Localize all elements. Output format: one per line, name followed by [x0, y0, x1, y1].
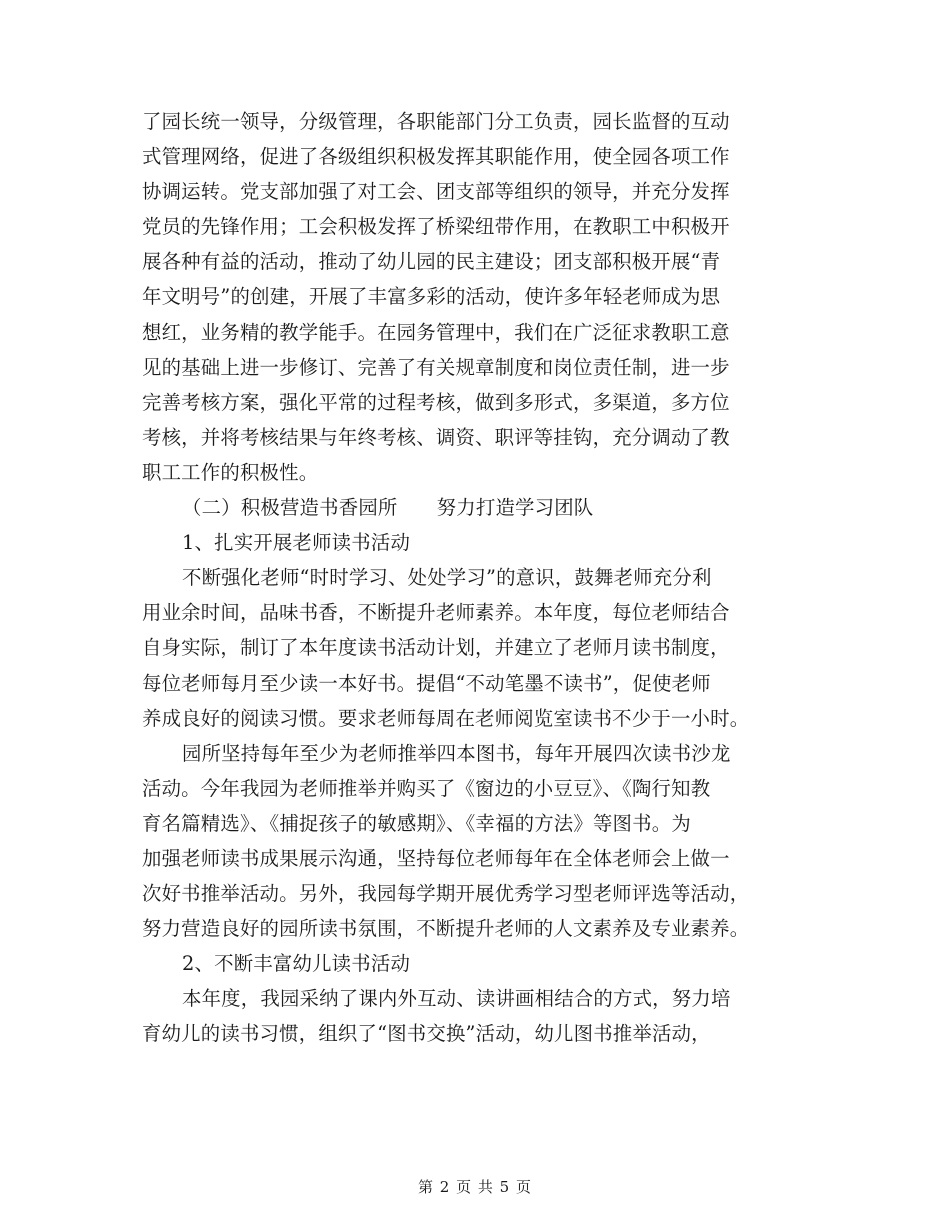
- text-line: 育幼儿的读书习惯，组织了“图书交换”活动，幼儿图书推举活动，: [142, 1022, 711, 1046]
- text-line: 育名篇精选》、《捕捉孩子的敏感期》、《幸福的方法》等图书。为: [142, 811, 691, 835]
- text-line: 见的基础上进一步修订、完善了有关规章制度和岗位责任制，进一步: [142, 355, 730, 379]
- section-heading: （二）积极营造书香园所 努力打造学习团队: [182, 496, 594, 520]
- subsection-heading: 1、扎实开展老师读书活动: [182, 531, 411, 555]
- text-line: 次好书推举活动。另外，我园每学期开展优秀学习型老师评选等活动，: [142, 882, 750, 906]
- text-line: 活动。今年我园为老师推举并购买了《窗边的小豆豆》、《陶行知教: [142, 776, 711, 800]
- text-line: 努力营造良好的园所读书氛围，不断提升老师的人文素养及专业素养。: [142, 917, 750, 941]
- text-line: 协调运转。党支部加强了对工会、团支部等组织的领导，并充分发挥: [142, 180, 730, 204]
- text-line: 本年度，我园采纳了课内外互动、读讲画相结合的方式，努力培: [182, 987, 731, 1011]
- text-line: 式管理网络，促进了各级组织积极发挥其职能作用，使全园各项工作: [142, 145, 730, 169]
- text-line: 自身实际，制订了本年度读书活动计划，并建立了老师月读书制度，: [142, 636, 730, 660]
- text-line: 养成良好的阅读习惯。要求老师每周在老师阅览室读书不少于一小时。: [142, 706, 750, 730]
- page-number-footer: 第 2 页 共 5 页: [418, 1178, 532, 1196]
- text-line: 了园长统一领导，分级管理，各职能部门分工负责，园长监督的互动: [142, 110, 730, 133]
- text-line: 职工工作的积极性。: [142, 460, 319, 484]
- text-line: 考核，并将考核结果与年终考核、调资、职评等挂钩，充分调动了教: [142, 425, 730, 449]
- text-line: 不断强化老师“时时学习、处处学习”的意识，鼓舞老师充分利: [182, 566, 712, 590]
- text-line: 完善考核方案，强化平常的过程考核，做到多形式，多渠道，多方位: [142, 390, 730, 414]
- text-line: 展各种有益的活动，推动了幼儿园的民主建设；团支部积极开展“青: [142, 250, 721, 274]
- text-line: 用业余时间，品味书香，不断提升老师素养。本年度，每位老师结合: [142, 601, 730, 625]
- text-line: 园所坚持每年至少为老师推举四本图书，每年开展四次读书沙龙: [182, 741, 731, 765]
- subsection-heading: 2、不断丰富幼儿读书活动: [182, 952, 411, 976]
- text-line: 想红，业务精的教学能手。在园务管理中，我们在广泛征求教职工意: [142, 320, 730, 344]
- text-line: 加强老师读书成果展示沟通，坚持每位老师每年在全体老师会上做一: [142, 846, 730, 870]
- body-text: [142, 104, 822, 1052]
- text-line: 每位老师每月至少读一本好书。提倡“不动笔墨不读书”，促使老师: [142, 671, 711, 695]
- text-line: 党员的先锋作用；工会积极发挥了桥梁纽带作用，在教职工中积极开: [142, 215, 730, 239]
- text-line: 年文明号”的创建，开展了丰富多彩的活动，使许多年轻老师成为思: [142, 285, 721, 309]
